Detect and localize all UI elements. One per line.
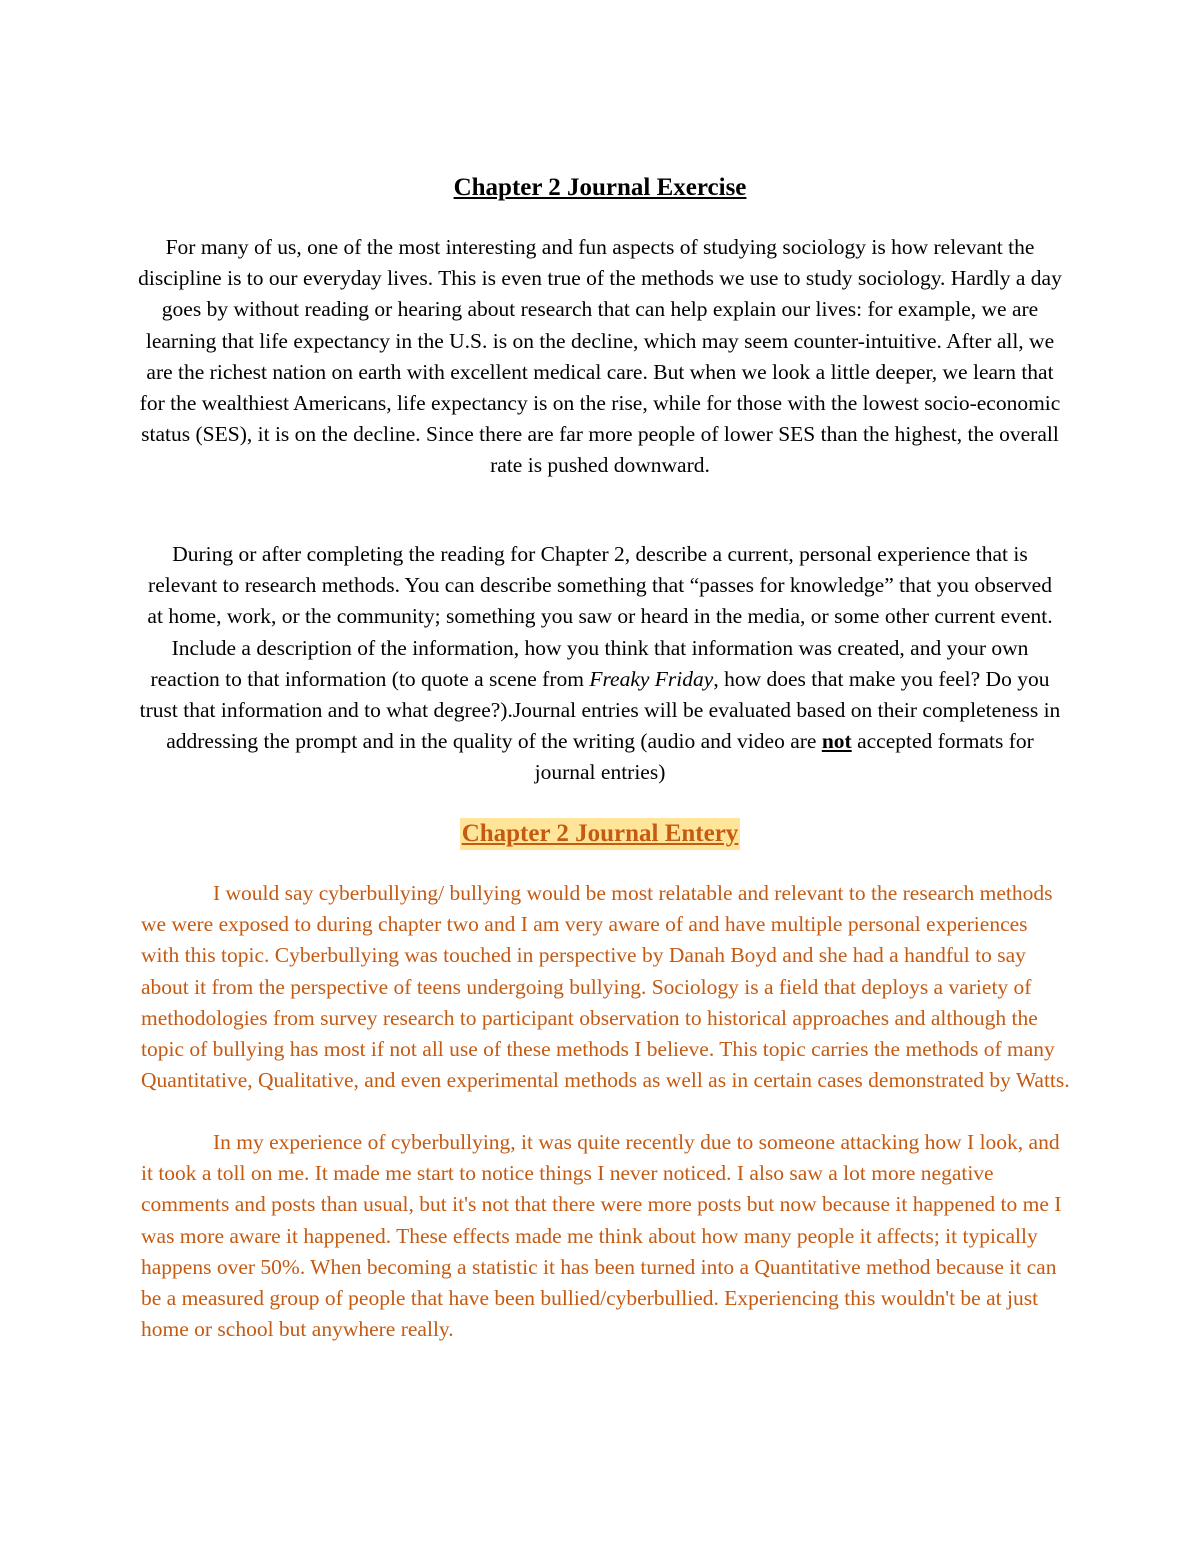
entry-paragraph-2 [141, 1127, 1071, 1345]
prompt-text-part2: , how does that make you feel? Do you trust that information and to what degree?).Journal entries will be evaluated based on their completeness in addressing the prompt and in the quality of the writing (audio and video are [139, 666, 1061, 754]
prompt-italic-title: Freaky Friday [589, 666, 714, 691]
prompt-text-part3: accepted formats for journal entries) [534, 729, 1034, 785]
prompt-paragraph [138, 539, 1062, 789]
entry-paragraph-2-text: In my experience of cyberbullying, it was quite recently due to someone attacking how I look, and it took a toll on me. It made me start to notice things I never noticed. I also saw a lot more negative comments and posts than usual, but it's not that there were more posts but now because it happened to me I was more aware it happened. These effects made me think about how many people it affects; it typically happens over 50%. When becoming a statistic it has been turned into a Quantitative method because it can be a measured group of people that have been bullied/cyberbullied. Experiencing this wouldn't be at just home or school but anywhere really. [141, 1130, 1062, 1342]
prompt-emphasis-not: not [821, 729, 852, 754]
entry-paragraph-1 [141, 878, 1071, 1096]
entry-title-container [0, 818, 1200, 850]
document-title: Chapter 2 Journal Exercise [453, 174, 747, 201]
entry-title: Chapter 2 Journal Entery [460, 818, 741, 850]
entry-paragraph-1-text: I would say cyberbullying/ bullying would be most relatable and relevant to the research methods we were exposed to during chapter two and I am very aware of and have multiple personal experiences with this topic. Cyberbullying was touched in perspective by Danah Boyd and she had a handful to say about it from the perspective of teens undergoing bullying. Sociology is a field that deploys a variety of methodologies from survey research to participant observation to historical approaches and although the topic of bullying has most if not all use of these methods I believe. This topic carries the methods of many Quantitative, Qualitative, and even experimental methods as well as in certain cases demonstrated by Watts. [141, 881, 1070, 1093]
intro-paragraph: For many of us, one of the most interesting and fun aspects of studying sociology is how relevant the discipline is to our everyday lives. This is even true of the methods we use to study sociology. Hardly a day goes by without reading or hearing about research that can help explain our lives: for example, we are learning that life expectancy in the U.S. is on the decline, which may seem counter-intuitive. After all, we are the richest nation on earth with excellent medical care. But when we look a little deeper, we learn that for the wealthiest Americans, life expectancy is on the rise, while for those with the lowest socio-economic status (SES), it is on the decline. Since there are far more people of lower SES than the highest, the overall rate is pushed downward. [138, 235, 1062, 478]
prompt-text-part1: During or after completing the reading for Chapter 2, describe a current, personal experience that is relevant to research methods. You can describe something that “passes for knowledge” that you observed at home, work, or the community; something you saw or heard in the media, or some other current event. Include a description of the information, how you think that information was created, and your own reaction to that information (to quote a scene from [147, 542, 1053, 691]
